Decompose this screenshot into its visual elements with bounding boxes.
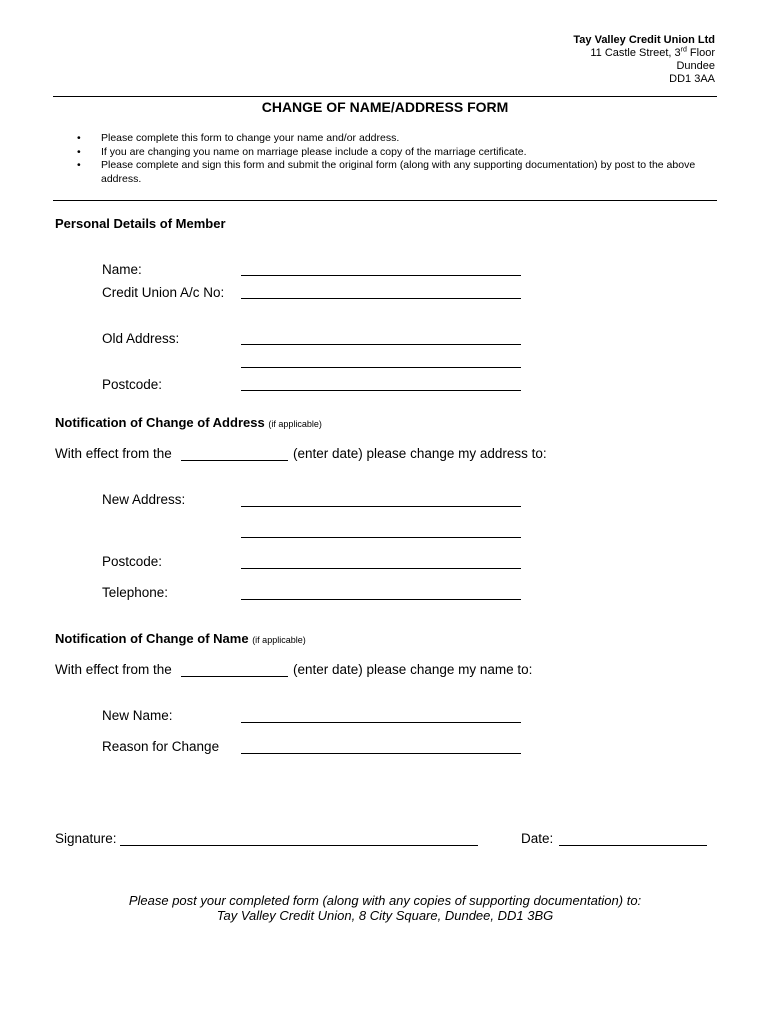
date-label: Date: [521, 831, 554, 846]
form-title: CHANGE OF NAME/ADDRESS FORM [261, 99, 509, 115]
instructions-divider [53, 200, 717, 201]
old-address-field-line-2[interactable] [241, 367, 521, 368]
name-effect-prefix: With effect from the [55, 662, 172, 677]
personal-details-heading: Personal Details of Member [55, 216, 226, 231]
date-field[interactable] [559, 845, 707, 846]
address-change-heading: Notification of Change of Address (if applicable) [55, 415, 322, 430]
instruction-item: • Please complete this form to change your name and/or address. [77, 132, 400, 144]
account-number-field[interactable] [241, 298, 521, 299]
street-address: 11 Castle Street, 3rd Floor [590, 46, 715, 59]
telephone-field[interactable] [241, 599, 521, 600]
signature-label: Signature: [55, 831, 117, 846]
telephone-label: Telephone: [102, 585, 169, 600]
address-effect-prefix: With effect from the [55, 446, 172, 461]
footer-address: Tay Valley Credit Union, 8 City Square, Dundee, DD1 3BG [216, 908, 554, 923]
name-label: Name: [102, 262, 142, 277]
instruction-item: • If you are changing you name on marriage please include a copy of the marriage certificate. [77, 145, 527, 158]
new-name-label: New Name: [102, 708, 173, 723]
address-effect-date-field[interactable] [181, 460, 288, 461]
old-address-field-line-1[interactable] [241, 344, 521, 345]
bullet-icon: • [77, 145, 81, 158]
name-effect-suffix: (enter date) please change my name to: [293, 662, 533, 677]
new-postcode-label: Postcode: [102, 554, 163, 569]
old-postcode-label: Postcode: [102, 377, 163, 392]
signature-field[interactable] [120, 845, 478, 846]
city: Dundee [676, 60, 715, 72]
name-field[interactable] [241, 275, 521, 276]
if-applicable-note: (if applicable) [252, 635, 306, 645]
new-address-field-line-1[interactable] [241, 506, 521, 507]
postcode: DD1 3AA [669, 73, 715, 85]
old-address-label: Old Address: [102, 331, 180, 346]
bullet-icon: • [77, 159, 81, 171]
address-effect-suffix: (enter date) please change my address to: [293, 446, 547, 461]
reason-label: Reason for Change [102, 739, 220, 754]
org-name: Tay Valley Credit Union Ltd [573, 34, 715, 46]
old-postcode-field[interactable] [241, 390, 521, 391]
instruction-item: • Please complete and sign this form and submit the original form (along with any supporting documentation) by post to the above address. [77, 159, 696, 185]
bullet-icon: • [77, 132, 81, 144]
new-name-field[interactable] [241, 722, 521, 723]
footer-instruction: Please post your completed form (along with any copies of supporting documentation) to: [128, 893, 642, 908]
new-address-field-line-2[interactable] [241, 537, 521, 538]
if-applicable-note: (if applicable) [268, 419, 322, 429]
name-change-heading: Notification of Change of Name (if applicable) [55, 631, 306, 646]
account-number-label: Credit Union A/c No: [102, 285, 225, 300]
new-address-label: New Address: [102, 492, 186, 507]
name-effect-date-field[interactable] [181, 676, 288, 677]
top-divider [53, 96, 717, 97]
new-postcode-field[interactable] [241, 568, 521, 569]
reason-field[interactable] [241, 753, 521, 754]
instructions-list [77, 132, 717, 186]
